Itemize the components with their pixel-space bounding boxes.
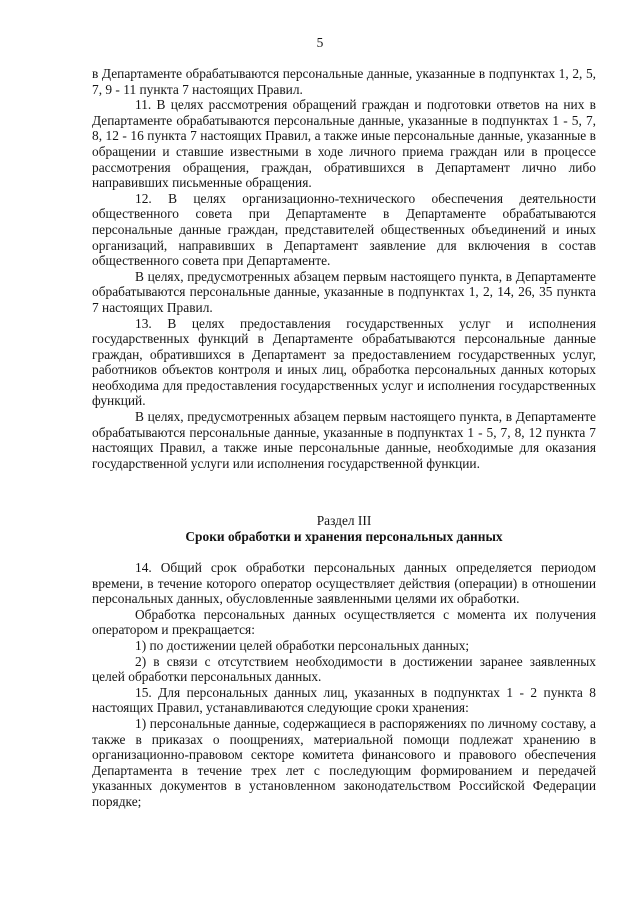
paragraph: 1) по достижении целей обработки персональных данных; <box>135 637 470 653</box>
section-heading <box>92 513 596 545</box>
paragraph: 11. В целях рассмотрения обращений граждан и подготовки ответов на них в Департаменте обрабатываются персональные данные, указанные в подпунктах 1 - 5, 7, 8, 12 - 16 пункта 7 настоящих Правил, а также иные персональные данные, указанные в обращении и ставшие известными в ходе личного приема граждан или в процессе рассмотрения обращения, граждан, обратившихся в Департамент лично либо направивших письменные обращения. <box>92 97 596 191</box>
section-label: Раздел III <box>316 513 372 528</box>
paragraph: 1) персональные данные, содержащиеся в распоряжениях по личному составу, а также в приказах о поощрениях, материальной помощи подлежат хранению в организационно-правовом секторе комитета финансового и правового обеспечения Департамента в течение трех лет с последующим формированием и передачей указанных документов в установленном законодательством Российской Федерации порядке; <box>92 715 596 809</box>
page-number: 5 <box>316 35 324 50</box>
paragraph: 2) в связи с отсутствием необходимости в достижении заранее заявленных целей обработки персональных данных. <box>92 653 596 685</box>
paragraph: В целях, предусмотренных абзацем первым настоящего пункта, в Департаменте обрабатываются персональные данные, указанные в подпунктах 1 - 5, 7, 8, 12 пункта 7 настоящих Правил, а также иные персональные данные, необходимые для оказания государственной услуги или исполнения государственной функции. <box>92 409 596 471</box>
paragraph: Обработка персональных данных осуществляется с момента их получения оператором и прекращается: <box>92 606 596 638</box>
body-text-top <box>92 66 596 471</box>
paragraph: 13. В целях предоставления государственных услуг и исполнения государственных функций в Департаменте обрабатываются персональные данные граждан, обратившихся в Департамент за предоставлением государственных услуг, работников объектов контроля и иных лиц, обработка персональных данных которых необходима для предоставления государственных услуг и исполнения государственных функций. <box>92 315 596 409</box>
paragraph: 15. Для персональных данных лиц, указанных в подпунктах 1 - 2 пункта 8 настоящих Правил, устанавливаются следующие сроки хранения: <box>92 684 596 716</box>
section-title: Сроки обработки и хранения персональных данных <box>185 529 503 544</box>
paragraph: 12. В целях организационно-технического обеспечения деятельности общественного совета при Департаменте в Департаменте обрабатываются персональные данные граждан, представителей общественных объединений и иных организаций, направивших в Департамент заявление для включения в состав общественного совета при Департаменте. <box>92 190 596 269</box>
body-text-bottom <box>92 560 596 810</box>
paragraph: в Департаменте обрабатываются персональные данные, указанные в подпунктах 1, 2, 5, 7, 9 - 11 пункта 7 настоящих Правил. <box>92 66 596 97</box>
paragraph: 14. Общий срок обработки персональных данных определяется периодом времени, в течение которого оператор осуществляет действия (операции) в отношении персональных данных, обусловленные заявленными целями их обработки. <box>92 560 596 607</box>
paragraph: В целях, предусмотренных абзацем первым настоящего пункта, в Департаменте обрабатываются персональные данные, указанные в подпунктах 1, 2, 14, 26, 35 пункта 7 настоящих Правил. <box>92 268 596 315</box>
